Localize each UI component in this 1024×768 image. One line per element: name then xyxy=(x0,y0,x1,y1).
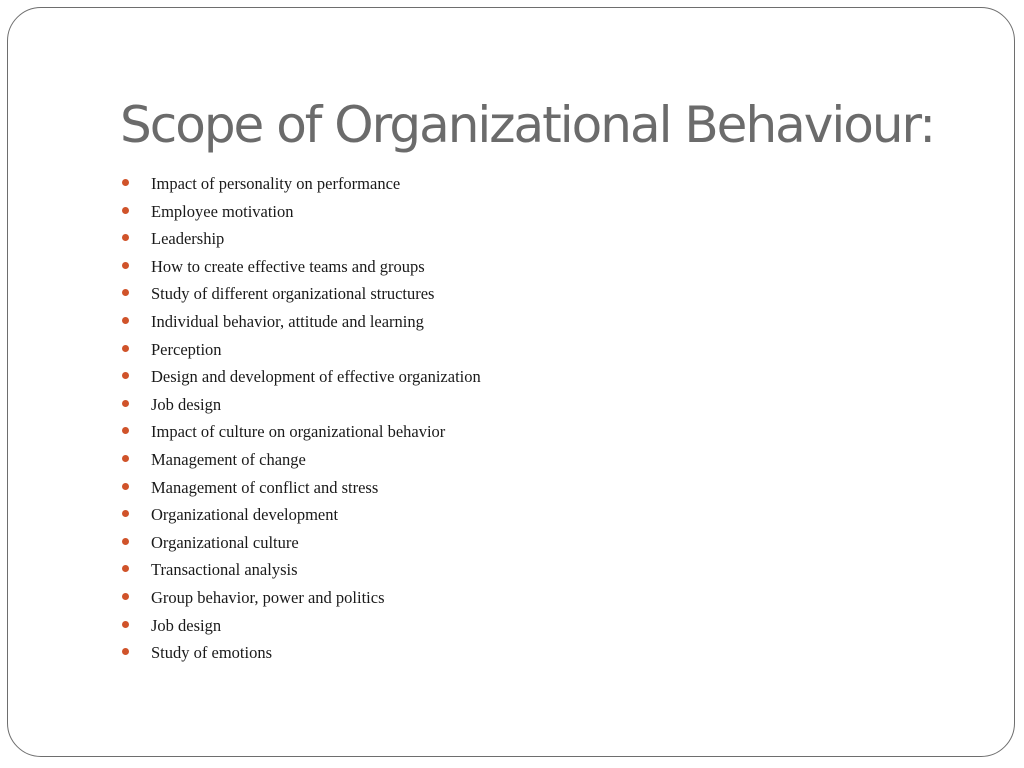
list-item-text: Employee motivation xyxy=(151,201,294,221)
bullet-dot-icon xyxy=(122,262,129,269)
list-item xyxy=(122,225,481,253)
list-item-text: Group behavior, power and politics xyxy=(151,587,385,607)
bullet-dot-icon xyxy=(122,565,129,572)
bullet-dot-icon xyxy=(122,234,129,241)
list-item-text: Job design xyxy=(151,615,222,635)
list-item xyxy=(122,584,481,612)
bullet-dot-icon xyxy=(122,207,129,214)
slide-title: Scope of Organizational Behaviour: xyxy=(120,96,935,154)
bullet-dot-icon xyxy=(122,593,129,600)
list-item-text: Organizational culture xyxy=(151,532,299,552)
bullet-dot-icon xyxy=(122,455,129,462)
bullet-dot-icon xyxy=(122,510,129,517)
list-item xyxy=(122,280,481,308)
list-item xyxy=(122,418,481,446)
bullet-dot-icon xyxy=(122,621,129,628)
list-item-text: Transactional analysis xyxy=(151,560,298,580)
bullet-dot-icon xyxy=(122,179,129,186)
bullet-dot-icon xyxy=(122,427,129,434)
list-item xyxy=(122,391,481,419)
bullet-list xyxy=(122,170,481,667)
list-item-text: Management of conflict and stress xyxy=(151,477,379,497)
list-item-text: Impact of culture on organizational behavior xyxy=(151,422,446,442)
list-item-text: Organizational development xyxy=(151,505,339,525)
bullet-dot-icon xyxy=(122,648,129,655)
list-item-text: Design and development of effective organization xyxy=(151,367,481,387)
bullet-dot-icon xyxy=(122,538,129,545)
list-item xyxy=(122,253,481,281)
list-item xyxy=(122,198,481,226)
bullet-dot-icon xyxy=(122,483,129,490)
list-item xyxy=(122,363,481,391)
list-item xyxy=(122,474,481,502)
list-item xyxy=(122,308,481,336)
list-item-text: Management of change xyxy=(151,449,306,469)
list-item xyxy=(122,336,481,364)
list-item-text: Study of emotions xyxy=(151,643,273,663)
list-item-text: How to create effective teams and groups xyxy=(151,256,425,276)
list-item-text: Perception xyxy=(151,339,222,359)
list-item xyxy=(122,529,481,557)
list-item-text: Impact of personality on performance xyxy=(151,174,401,193)
list-item xyxy=(122,446,481,474)
list-item xyxy=(122,612,481,640)
bullet-dot-icon xyxy=(122,345,129,352)
list-item-text: Individual behavior, attitude and learning xyxy=(151,311,424,331)
list-item-text: Job design xyxy=(151,394,222,414)
slide-frame xyxy=(7,7,1015,757)
list-item xyxy=(122,170,481,198)
bullet-dot-icon xyxy=(122,289,129,296)
bullet-dot-icon xyxy=(122,372,129,379)
list-item xyxy=(122,501,481,529)
list-item-text: Study of different organizational structures xyxy=(151,284,435,304)
bullet-dot-icon xyxy=(122,400,129,407)
bullet-dot-icon xyxy=(122,317,129,324)
list-item xyxy=(122,556,481,584)
list-item-text: Leadership xyxy=(151,229,225,249)
list-item xyxy=(122,639,481,667)
